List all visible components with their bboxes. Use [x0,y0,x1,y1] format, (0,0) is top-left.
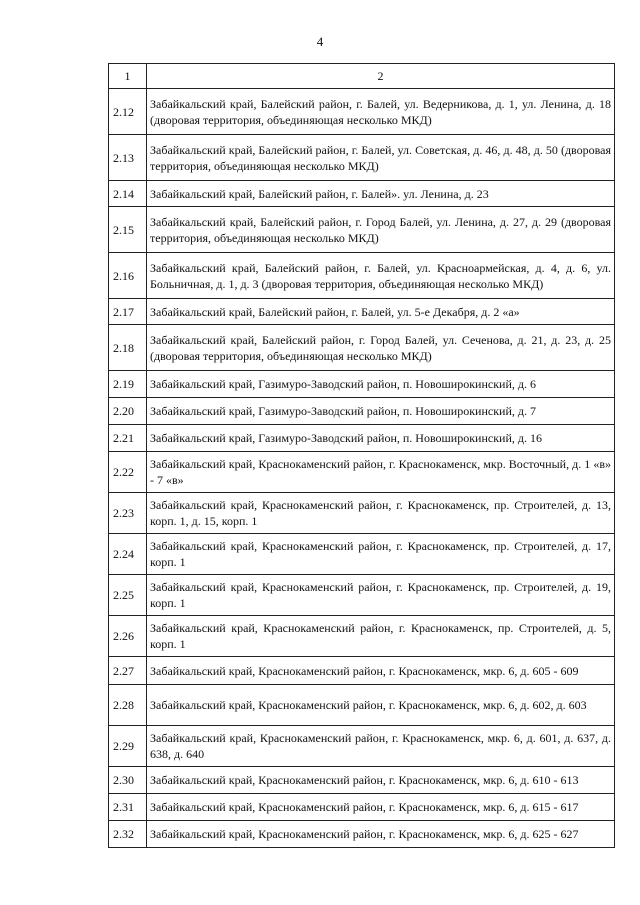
column-header-number: 1 [109,64,147,89]
table-header-row [109,64,615,89]
table-row [109,821,615,848]
row-number: 2.23 [109,493,147,534]
row-address: Забайкальский край, Краснокаменский район, г. Краснокаменск, мкр. 6, д. 615 - 617 [147,794,615,821]
row-number: 2.19 [109,371,147,398]
row-address: Забайкальский край, Краснокаменский район, г. Краснокаменск, мкр. 6, д. 625 - 627 [147,821,615,848]
table-row [109,89,615,135]
table-row [109,685,615,726]
row-address: Забайкальский край, Балейский район, г. Балей, ул. Красноармейская, д. 4, д. 6, ул. Больничная, д. 1, д. 3 (дворовая территория, объединяющая несколько МКД) [147,253,615,299]
row-number: 2.27 [109,657,147,685]
row-number: 2.32 [109,821,147,848]
row-number: 2.26 [109,616,147,657]
table-row [109,398,615,425]
table-row [109,794,615,821]
row-number: 2.12 [109,89,147,135]
row-number: 2.25 [109,575,147,616]
table-row [109,493,615,534]
table-row [109,452,615,493]
row-number: 2.20 [109,398,147,425]
row-address: Забайкальский край, Краснокаменский район, г. Краснокаменск, мкр. Восточный, д. 1 «в» - 7 «в» [147,452,615,493]
row-number: 2.28 [109,685,147,726]
column-header-address: 2 [147,64,615,89]
row-address: Забайкальский край, Краснокаменский район, г. Краснокаменск, мкр. 6, д. 605 - 609 [147,657,615,685]
row-address: Забайкальский край, Краснокаменский район, г. Краснокаменск, пр. Строителей, д. 13, корп. 1, д. 15, корп. 1 [147,493,615,534]
table-row [109,616,615,657]
row-number: 2.24 [109,534,147,575]
table-row [109,534,615,575]
row-number: 2.16 [109,253,147,299]
row-number: 2.30 [109,767,147,794]
row-address: Забайкальский край, Балейский район, г. Город Балей, ул. Сеченова, д. 21, д. 23, д. 25 (дворовая территория, объединяющая несколько МКД) [147,325,615,371]
row-number: 2.21 [109,425,147,452]
row-address: Забайкальский край, Балейский район, г. Балей, ул. Ведерникова, д. 1, ул. Ленина, д. 18 (дворовая территория, объединяющая несколько МКД) [147,89,615,135]
row-address: Забайкальский край, Краснокаменский район, г. Краснокаменск, мкр. 6, д. 610 - 613 [147,767,615,794]
row-number: 2.17 [109,299,147,325]
row-number: 2.22 [109,452,147,493]
row-address: Забайкальский край, Краснокаменский район, г. Краснокаменск, мкр. 6, д. 601, д. 637, д. 638, д. 640 [147,726,615,767]
table-row [109,135,615,181]
row-address: Забайкальский край, Газимуро-Заводский район, п. Новоширокинский, д. 7 [147,398,615,425]
table-row [109,299,615,325]
table-row [109,726,615,767]
row-number: 2.14 [109,181,147,207]
row-number: 2.13 [109,135,147,181]
table-row [109,575,615,616]
row-address: Забайкальский край, Балейский район, г. Балей, ул. 5-е Декабря, д. 2 «а» [147,299,615,325]
row-number: 2.31 [109,794,147,821]
table-row [109,207,615,253]
row-address: Забайкальский край, Газимуро-Заводский район, п. Новоширокинский, д. 16 [147,425,615,452]
row-number: 2.29 [109,726,147,767]
row-address: Забайкальский край, Газимуро-Заводский район, п. Новоширокинский, д. 6 [147,371,615,398]
page-number: 4 [316,34,324,49]
table-row [109,325,615,371]
table-row [109,425,615,452]
row-address: Забайкальский край, Краснокаменский район, г. Краснокаменск, мкр. 6, д. 602, д. 603 [147,685,615,726]
table-row [109,657,615,685]
table-row [109,371,615,398]
row-address: Забайкальский край, Краснокаменский район, г. Краснокаменск, пр. Строителей, д. 5, корп. 1 [147,616,615,657]
row-address: Забайкальский край, Краснокаменский район, г. Краснокаменск, пр. Строителей, д. 19, корп. 1 [147,575,615,616]
table-row [109,767,615,794]
table-row [109,181,615,207]
row-address: Забайкальский край, Балейский район, г. Город Балей, ул. Ленина, д. 27, д. 29 (дворовая территория, объединяющая несколько МКД) [147,207,615,253]
table-row [109,253,615,299]
row-number: 2.15 [109,207,147,253]
row-address: Забайкальский край, Балейский район, г. Балей». ул. Ленина, д. 23 [147,181,615,207]
row-address: Забайкальский край, Краснокаменский район, г. Краснокаменск, пр. Строителей, д. 17, корп. 1 [147,534,615,575]
addresses-table [108,63,615,848]
row-address: Забайкальский край, Балейский район, г. Балей, ул. Советская, д. 46, д. 48, д. 50 (дворовая территория, объединяющая несколько МКД) [147,135,615,181]
row-number: 2.18 [109,325,147,371]
